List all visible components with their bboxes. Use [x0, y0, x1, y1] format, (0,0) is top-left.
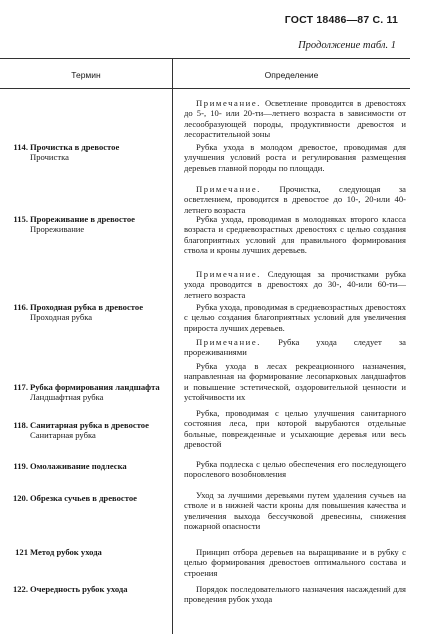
term-name: Проходная рубка в древостое: [30, 302, 144, 312]
definition-115: Рубка ухода, проводимая в молодняках второго класса возраста и средневозрастных древостоях с целью создания благоприятных условий для правильного формирования ствола и кроны лучших деревьев.: [184, 214, 406, 256]
definition-114: Рубка ухода в молодом древостое, проводимая для улучшения условий роста и регулирования размещения деревьев главной породы по площади.: [184, 142, 406, 173]
term-row-121: [15, 547, 168, 557]
term-number: 115.: [13, 214, 28, 224]
column-header-term: Термин: [71, 70, 101, 80]
term-number: 121: [15, 547, 28, 557]
note-text: Рубка ухода следует за прореживаниями: [184, 337, 406, 358]
term-number: 119.: [13, 461, 28, 471]
term-synonym: Санитарная рубка: [30, 430, 96, 441]
term-name: Санитарная рубка в древостое: [30, 420, 149, 430]
term-number: 120.: [12, 493, 28, 503]
definition-119: Рубка подлеска с целью обеспечения его последующего порослевого возобновления: [184, 459, 406, 480]
table-continuation-label: Продолжение табл. 1: [298, 40, 396, 51]
note-text: Прочистка, следующая за осветлением, проводится в древостое до 10-, 20-или 40-летнего возраста: [184, 184, 406, 215]
term-name: Омолаживание подлеска: [30, 461, 127, 471]
table-header-rule: [0, 88, 410, 89]
term-row-114: [13, 142, 168, 163]
term-name: Рубка формирования ландшафта: [30, 382, 160, 392]
term-number: 122.: [12, 584, 28, 594]
term-name: Очередность рубок ухода: [30, 584, 128, 594]
note-text: Следующая за прочистками рубка ухода проводится в древостоях до 30-, 40-или 60-ти—летнего возраста: [184, 269, 406, 300]
page-header-doc-ref: ГОСТ 18486—87 С. 11: [284, 14, 398, 26]
term-synonym: Ландшафтная рубка: [30, 392, 104, 403]
term-row-119: [13, 461, 168, 471]
note-115: [184, 269, 406, 300]
column-header-definition: Определение: [264, 70, 319, 80]
terms-table: [0, 58, 424, 636]
term-row-117: [13, 382, 168, 403]
definition-120: Уход за лучшими деревьями путем удаления сучьев на стволе и в нижней части кроны для повышения качества и увеличения выхода бессучковой древесины, снижения пожарной опасности: [184, 490, 406, 532]
term-number: 116.: [13, 302, 28, 312]
term-name: Прореживание в древостое: [30, 214, 135, 224]
note-114: [184, 184, 406, 215]
term-row-115: [13, 214, 168, 235]
term-name: Обрезка сучьев в древостое: [30, 493, 137, 503]
term-name: Прочистка в древостое: [30, 142, 120, 152]
term-synonym: Прочистка: [30, 152, 69, 163]
note-label: Примечание.: [196, 269, 262, 279]
table-top-rule: [0, 58, 410, 59]
note-label: Примечание.: [196, 337, 262, 347]
note-116: [184, 337, 406, 358]
definition-116: Рубка ухода, проводимая в средневозрастных древостоях с целью создания благоприятных условий для увеличения прироста лучших деревьев.: [184, 302, 406, 333]
term-row-116: [13, 302, 168, 323]
term-synonym: Прореживание: [30, 224, 85, 235]
term-row-120: [12, 493, 168, 503]
term-row-122: [12, 584, 168, 594]
term-row-118: [13, 420, 168, 441]
term-number: 118.: [13, 420, 28, 430]
term-synonym: Проходная рубка: [30, 312, 93, 323]
definition-122: Порядок последовательного назначения насаждений для проведения рубок ухода: [184, 584, 406, 605]
column-divider: [172, 58, 173, 634]
term-number: 117.: [13, 382, 28, 392]
definition-118: Рубка, проводимая с целью улучшения санитарного состояния леса, при которой вырубаются отдельные больные, поврежденные и усыхающие деревья или весь древостой: [184, 408, 406, 450]
note-label: Примечание.: [196, 98, 262, 108]
note-text: Осветление проводится в древостоях до 5-, 10- или 20-ти—летнего возраста в зависимости от лесообразующей породы, продуктивности древостоя и лесорастительной зоны: [184, 98, 406, 140]
term-name: Метод рубок ухода: [30, 547, 102, 557]
definition-121: Принцип отбора деревьев на выращивание и в рубку с целью формирования древостоев оптимального состава и строения: [184, 547, 406, 578]
term-number: 114.: [13, 142, 28, 152]
definition-117: Рубка ухода в лесах рекреационного назначения, направленная на формирование лесопарковых ландшафтов и повышение эстетической, оздоровительной ценности и устойчивости их: [184, 361, 406, 403]
intro-note: [184, 98, 406, 140]
note-label: Примечание.: [196, 184, 262, 194]
